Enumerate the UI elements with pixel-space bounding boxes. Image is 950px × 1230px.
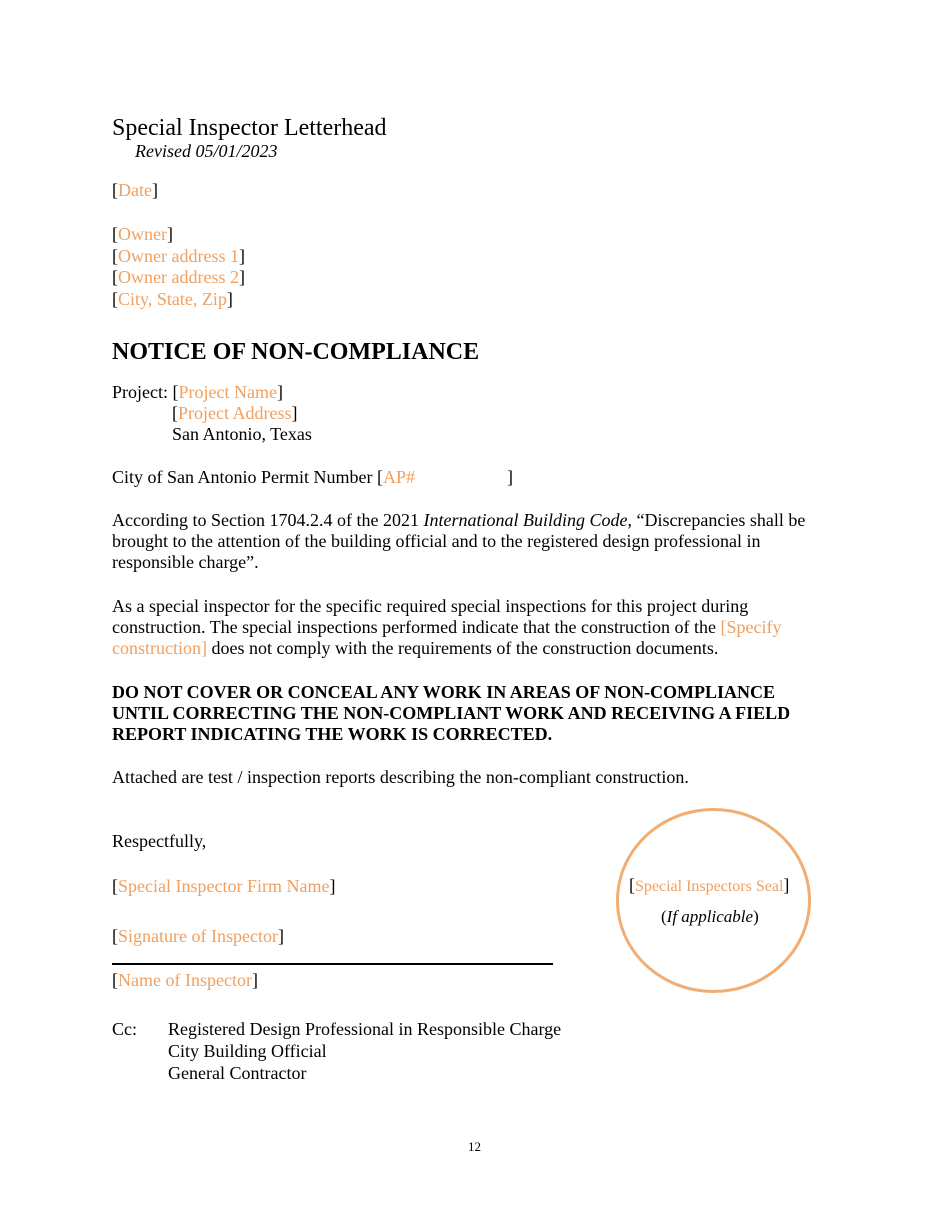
owner-address1-line [112, 246, 245, 267]
project-address-line [172, 403, 297, 424]
bracket-open: [ [172, 403, 178, 423]
cc-recipient: City Building Official [168, 1041, 327, 1061]
inspector-seal-circle [616, 808, 811, 993]
bracket-close: ] [238, 267, 245, 287]
owner-address2-line [112, 267, 245, 288]
inspection-paragraph [112, 596, 842, 659]
code-citation-paragraph [112, 510, 842, 573]
firm-name-placeholder: Special Inspector Firm Name [118, 876, 330, 896]
bracket-close: ] [291, 403, 298, 423]
bracket-close: ] [151, 180, 158, 200]
bracket-close: ] [276, 382, 283, 402]
closing: Respectfully, [112, 831, 207, 851]
signature-rule [112, 963, 553, 965]
bracket-open: [ [629, 875, 635, 895]
revised-date: Revised 05/01/2023 [135, 141, 278, 161]
inspector-name-placeholder: Name of Inspector [118, 970, 252, 990]
notice-title: NOTICE OF NON-COMPLIANCE [112, 339, 480, 365]
inspector-name-line [112, 970, 258, 991]
bracket-close: ] [166, 224, 173, 244]
project-name-line [112, 382, 283, 403]
permit-placeholder: AP# [383, 467, 416, 487]
specify-construction-placeholder: [Specify construction] [112, 617, 782, 658]
para1-code-name: International Building Code [423, 510, 628, 530]
bracket-open: [ [112, 289, 118, 309]
owner-placeholder: Owner [118, 224, 167, 244]
letterhead-title: Special Inspector Letterhead [112, 115, 387, 141]
para2-after: does not comply with the requirements of the construction documents. [206, 638, 719, 658]
project-label: Project: [112, 382, 173, 402]
permit-label: City of San Antonio Permit Number [112, 467, 377, 487]
permit-line [112, 467, 415, 488]
page-number: 12 [468, 1139, 481, 1154]
owner-address2-placeholder: Owner address 2 [118, 267, 239, 287]
bracket-open: [ [112, 926, 118, 946]
bracket-open: [ [112, 876, 118, 896]
seal-placeholder: Special Inspectors Seal [635, 878, 784, 895]
cc-recipient: Registered Design Professional in Responsible Charge [168, 1019, 562, 1039]
bracket-open: [ [112, 224, 118, 244]
seal-note-close: ) [753, 907, 759, 926]
attached-reports-text: Attached are test / inspection reports describing the non-compliant construction. [112, 767, 689, 787]
bracket-close: ] [251, 970, 258, 990]
permit-bracket-close: ] [507, 467, 513, 487]
para1-before: According to Section 1704.2.4 of the 2021 [112, 510, 424, 530]
project-city: San Antonio, Texas [172, 424, 312, 444]
bracket-open: [ [112, 246, 118, 266]
owner-address1-placeholder: Owner address 1 [118, 246, 239, 266]
seal-note [661, 906, 759, 927]
owner-name-line [112, 224, 173, 245]
owner-city-line [112, 289, 233, 310]
bracket-close: ] [277, 926, 284, 946]
warning-paragraph: DO NOT COVER OR CONCEAL ANY WORK IN AREAS OF NON-COMPLIANCE UNTIL CORRECTING THE NON-COMPLIANT WORK AND RECEIVING A FIELD REPORT INDICATING THE WORK IS CORRECTED. [112, 682, 791, 744]
bracket-open: [ [172, 382, 179, 402]
seal-label [629, 875, 789, 897]
date-placeholder: Date [118, 180, 152, 200]
owner-city-placeholder: City, State, Zip [118, 289, 227, 309]
bracket-close: ] [783, 875, 790, 895]
bracket-open: [ [112, 180, 118, 200]
date-line [112, 180, 158, 201]
cc-label: Cc: [112, 1019, 137, 1039]
seal-note-open: ( [661, 907, 667, 926]
bracket-open: [ [112, 267, 118, 287]
para2-text: As a special inspector for the specific required special inspections for this project during construction. The special inspections performed indicate that the construction of the [112, 596, 749, 637]
project-name-placeholder: Project Name [178, 382, 277, 402]
cc-recipient: General Contractor [168, 1063, 307, 1083]
project-address-placeholder: Project Address [178, 403, 292, 423]
signature-line-label [112, 926, 284, 947]
bracket-close: ] [238, 246, 245, 266]
seal-note-italic: If applicable [666, 907, 754, 926]
signature-placeholder: Signature of Inspector [118, 926, 278, 946]
bracket-close: ] [329, 876, 336, 896]
bracket-open: [ [377, 467, 383, 487]
bracket-open: [ [112, 970, 118, 990]
para1-after: , “Discrepancies shall be brought to the attention of the building official and to the registered design professional in responsible charge”. [112, 510, 806, 572]
bracket-close: ] [226, 289, 233, 309]
firm-name-line [112, 876, 335, 897]
